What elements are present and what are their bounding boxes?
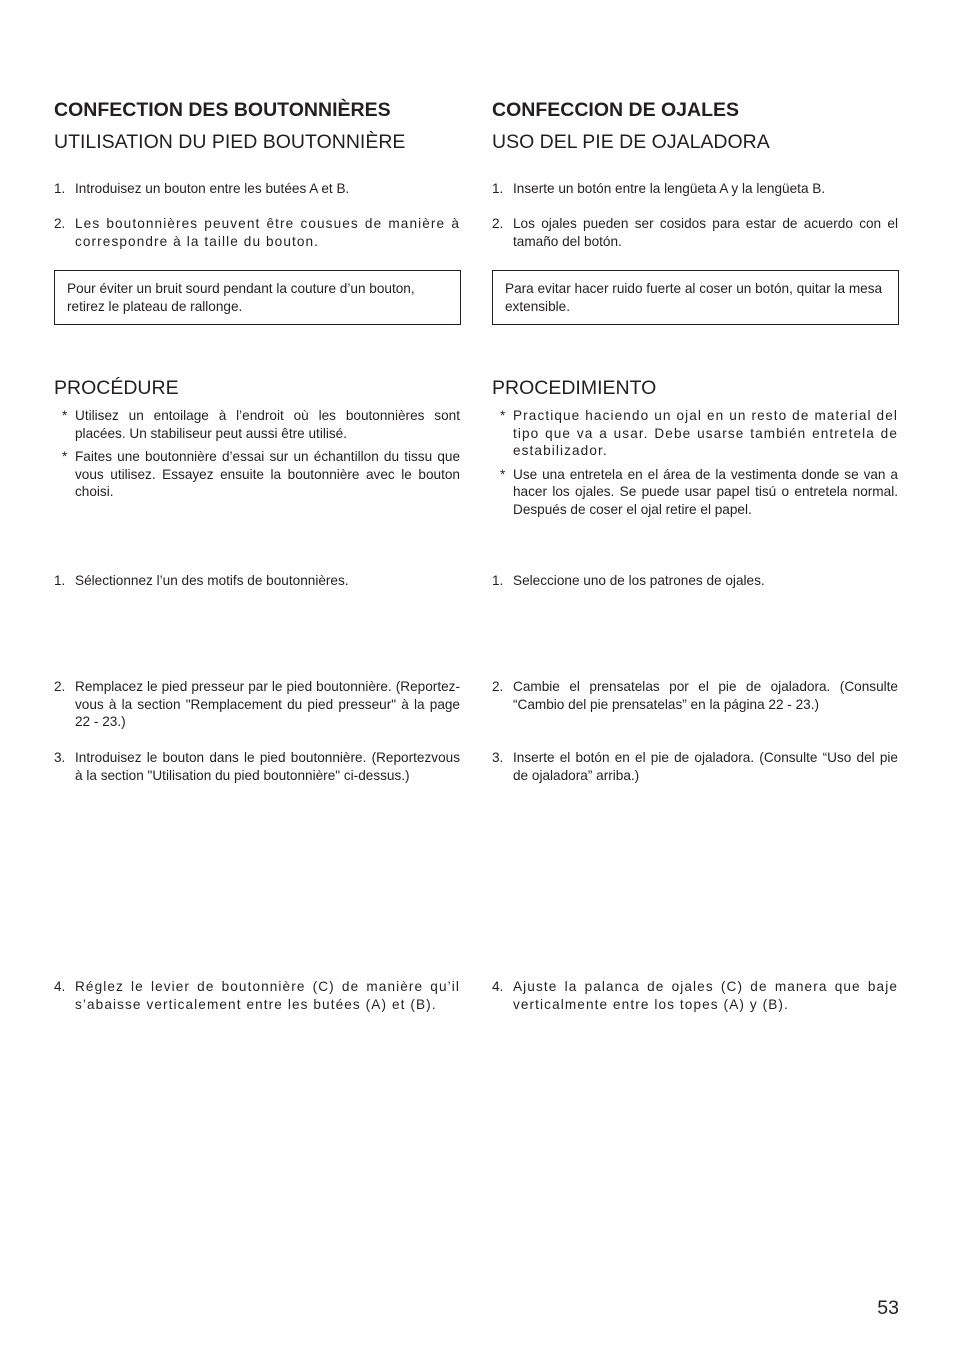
es-step-2-number: 2. bbox=[492, 679, 504, 694]
es-step-1-number: 1. bbox=[492, 573, 504, 588]
fr-intro-item-1-text: Introduisez un bouton entre les butées A et B. bbox=[75, 181, 350, 196]
fr-step-2-text: Remplacez le pied presseur par le pied boutonnière. (Reportez-vous à la section "Remplacement du pied presseur" à la page 22 - 23.) bbox=[75, 679, 460, 730]
es-bullet-list bbox=[492, 407, 898, 525]
es-step-4 bbox=[492, 978, 898, 1013]
page-number: 53 bbox=[877, 1297, 899, 1319]
fr-intro-item-2-number: 2. bbox=[54, 216, 66, 231]
es-step-1-text: Seleccione uno de los patrones de ojales. bbox=[513, 573, 765, 588]
es-step-2 bbox=[492, 678, 898, 713]
fr-step-3 bbox=[54, 749, 460, 784]
french-column bbox=[54, 0, 460, 1350]
fr-step-3-number: 3. bbox=[54, 750, 66, 765]
fr-note-box bbox=[54, 270, 460, 325]
fr-step-4-number: 4. bbox=[54, 979, 66, 994]
fr-subtitle: UTILISATION DU PIED BOUTONNIÈRE bbox=[54, 131, 406, 153]
fr-step-4-text: Réglez le levier de boutonnière (C) de manière qu’il s’abaisse verticalement entre les butées (A) et (B). bbox=[75, 979, 460, 1012]
es-bullet-1-text: Practique haciendo un ojal en un resto de material del tipo que va a usar. Debe usarse también entretela de estabilizador. bbox=[513, 408, 898, 459]
fr-intro-item-1-number: 1. bbox=[54, 181, 66, 196]
fr-bullet-2-asterisk: * bbox=[62, 449, 68, 465]
fr-header bbox=[54, 98, 460, 154]
es-step-4-number: 4. bbox=[492, 979, 504, 994]
fr-step-3-text: Introduisez le bouton dans le pied boutonnière. (Reportezvous à la section "Utilisation du pied boutonnière" ci-dessus.) bbox=[75, 750, 460, 783]
fr-intro-item-2 bbox=[54, 215, 460, 250]
es-intro-item-2-number: 2. bbox=[492, 216, 504, 231]
fr-step-1-number: 1. bbox=[54, 573, 66, 588]
es-subtitle: USO DEL PIE DE OJALADORA bbox=[492, 131, 770, 153]
es-bullet-2 bbox=[492, 466, 898, 519]
es-step-4-text: Ajuste la palanca de ojales (C) de manera que baje verticalmente entre los topes (A) y (B). bbox=[513, 979, 898, 1012]
es-intro-item-1-text: Inserte un botón entre la lengüeta A y la lengüeta B. bbox=[513, 181, 826, 196]
es-intro-item-2 bbox=[492, 215, 898, 250]
fr-procedure-heading: PROCÉDURE bbox=[54, 377, 179, 399]
es-intro-item-1 bbox=[492, 180, 898, 198]
fr-title: CONFECTION DES BOUTONNIÈRES bbox=[54, 99, 391, 121]
es-step-3 bbox=[492, 749, 898, 784]
es-bullet-1 bbox=[492, 407, 898, 460]
fr-step-4 bbox=[54, 978, 460, 1013]
fr-procedure-section bbox=[54, 376, 460, 400]
fr-bullet-2 bbox=[54, 448, 460, 501]
fr-bullet-1-text: Utilisez un entoilage à l’endroit où les boutonnières sont placées. Un stabiliseur peut aussi être utilisé. bbox=[75, 408, 460, 441]
spanish-column bbox=[492, 0, 898, 1350]
es-procedure-section bbox=[492, 376, 898, 400]
es-header bbox=[492, 98, 898, 154]
fr-intro-item-1 bbox=[54, 180, 460, 198]
fr-bullet-2-text: Faites une boutonnière d’essai sur un échantillon du tissu que vous utilisez. Essayez ensuite la boutonnière avec le bouton choisi. bbox=[75, 449, 460, 500]
fr-note-text: Pour éviter un bruit sourd pendant la couture d’un bouton, retirez le plateau de rallonge. bbox=[54, 270, 461, 325]
es-title: CONFECCION DE OJALES bbox=[492, 99, 740, 121]
es-note-box bbox=[492, 270, 898, 325]
es-bullet-2-text: Use una entretela en el área de la vestimenta donde se van a hacer los ojales. Se puede usar papel tisú o entretela normal. Después de coser el ojal retire el papel. bbox=[513, 466, 898, 517]
fr-bullet-1-asterisk: * bbox=[62, 408, 68, 423]
es-intro-item-2-text: Los ojales pueden ser cosidos para estar de acuerdo con el tamaño del botón. bbox=[513, 216, 898, 249]
fr-step-2-number: 2. bbox=[54, 679, 66, 694]
fr-bullet-1 bbox=[54, 407, 460, 442]
es-bullet-1-asterisk: * bbox=[500, 408, 506, 423]
es-step-3-text: Inserte el botón en el pie de ojaladora. (Consulte “Uso del pie de ojaladora” arriba.) bbox=[513, 750, 898, 783]
fr-bullet-list bbox=[54, 407, 460, 507]
es-intro-item-1-number: 1. bbox=[492, 181, 504, 196]
fr-step-1 bbox=[54, 572, 460, 590]
es-procedure-heading: PROCEDIMIENTO bbox=[492, 377, 657, 399]
es-step-2-text: Cambie el prensatelas por el pie de ojaladora. (Consulte “Cambio del pie prensatelas” en la página 22 - 23.) bbox=[513, 679, 898, 712]
es-step-1 bbox=[492, 572, 898, 590]
es-note-text: Para evitar hacer ruido fuerte al coser un botón, quitar la mesa extensible. bbox=[492, 270, 899, 325]
fr-intro-item-2-text: Les boutonnières peuvent être cousues de manière à correspondre à la taille du bouton. bbox=[75, 216, 460, 249]
es-step-3-number: 3. bbox=[492, 750, 504, 765]
fr-step-1-text: Sélectionnez l’un des motifs de boutonnières. bbox=[75, 573, 349, 588]
fr-step-2 bbox=[54, 678, 460, 731]
es-bullet-2-asterisk: * bbox=[500, 466, 506, 482]
